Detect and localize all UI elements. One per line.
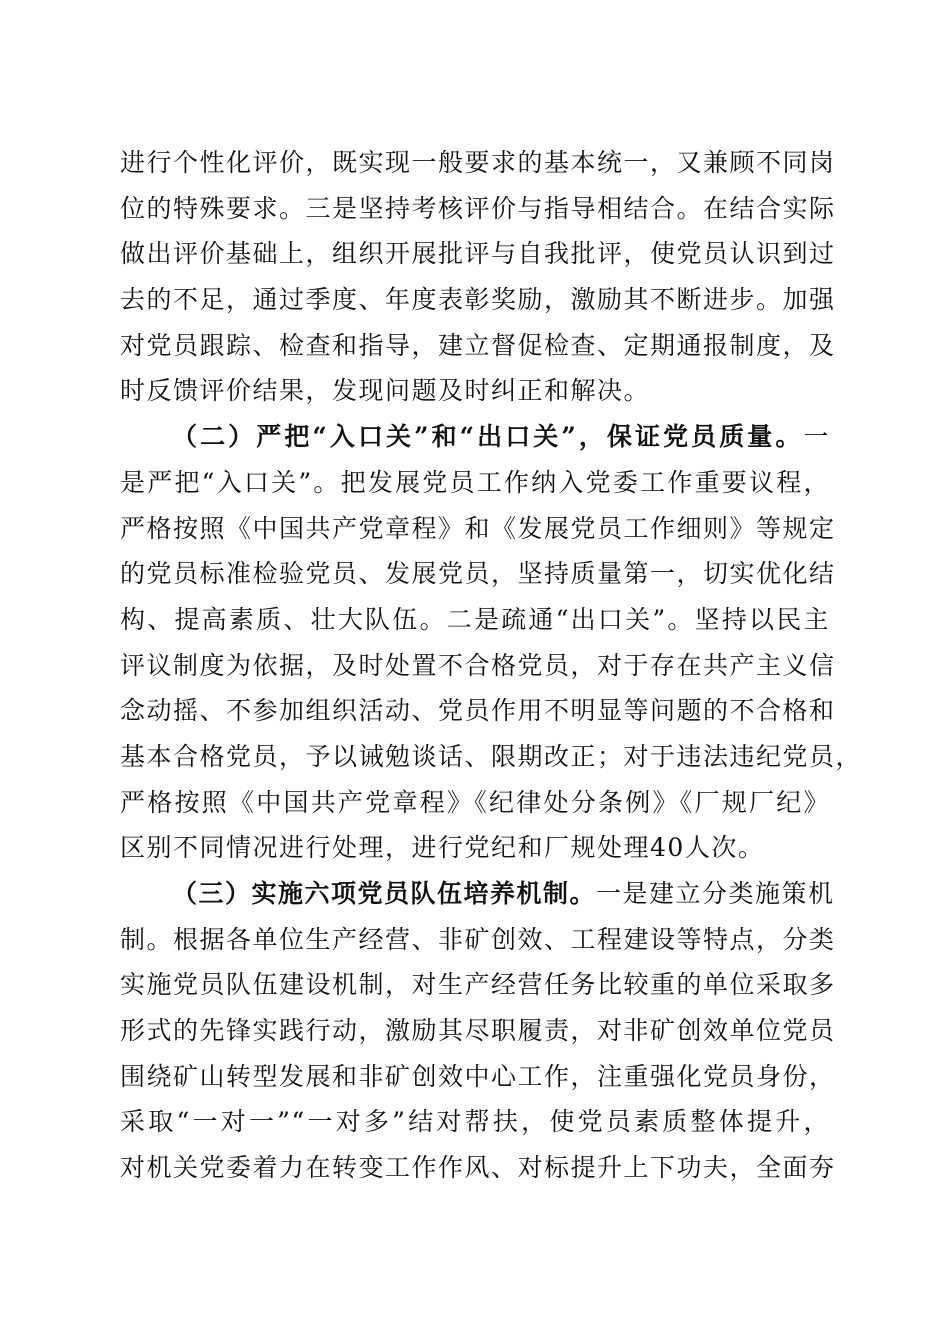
paragraph-line: 对党员跟踪、检查和指导，建立督促检查、定期通报制度，及: [120, 330, 836, 360]
paragraph-line: 严格按照《中国共产党章程》和《发展党员工作细则》等规定: [120, 513, 836, 543]
paragraph-line: 严格按照《中国共产党章程》《纪律处分条例》《厂规厂纪》: [120, 787, 830, 817]
paragraph-line-rest: 一: [803, 422, 830, 452]
paragraph-line: 构、提高素质、壮大队伍。二是疏通“出口关”。坚持以民主: [120, 604, 830, 634]
paragraph-line: 做出评价基础上，组织开展批评与自我批评，使党员认识到过: [120, 239, 836, 269]
body-text: [120, 140, 863, 1191]
paragraph-line: 形式的先锋实践行动，激励其尽职履责，对非矿创效单位党员: [120, 1016, 836, 1046]
paragraph-line: 去的不足，通过季度、年度表彰奖励，激励其不断进步。加强: [120, 285, 836, 315]
paragraph-line: 围绕矿山转型发展和非矿创效中心工作，注重强化党员身份，: [120, 1061, 836, 1091]
paragraph-line: 念动摇、不参加组织活动、党员作用不明显等问题的不合格和: [120, 696, 836, 726]
section-heading-line: [120, 871, 835, 917]
paragraph-line: 评议制度为依据，及时处置不合格党员，对于存在共产主义信: [120, 650, 836, 680]
paragraph-line: 基本合格党员，予以诫勉谈话、限期改正；对于违法违纪党员，: [120, 741, 863, 771]
paragraph-line: 进行个性化评价，既实现一般要求的基本统一，又兼顾不同岗: [120, 148, 836, 177]
paragraph-line: 制。根据各单位生产经营、非矿创效、工程建设等特点，分类: [120, 924, 836, 954]
paragraph-line: 采取“一对一”“一对多”结对帮扶，使党员素质整体提升，: [120, 1107, 830, 1137]
paragraph-line: 区别不同情况进行处理，进行党纪和厂规处理40人次。: [120, 833, 765, 863]
section-heading: （三）实施六项党员队伍培养机制。: [172, 879, 597, 908]
paragraph-line: 对机关党委着力在转变工作作风、对标提升上下功夫，全面夯: [120, 1153, 836, 1183]
paragraph-line: 的党员标准检验党员、发展党员，坚持质量第一，切实优化结: [120, 559, 836, 589]
paragraph-line: 实施党员队伍建设机制，对生产经营任务比较重的单位采取多: [120, 970, 836, 1000]
paragraph-line: 是严把“入口关”。把发展党员工作纳入党委工作重要议程，: [120, 467, 830, 497]
paragraph-line-rest: 一是建立分类施策机: [596, 879, 835, 908]
section-heading: （二）严把“入口关”和“出口关”，保证党员质量。: [172, 422, 804, 452]
paragraph-line: 位的特殊要求。三是坚持考核评价与指导相结合。在结合实际: [120, 193, 836, 223]
section-heading-line: [120, 414, 830, 460]
paragraph-line: 时反馈评价结果，发现问题及时纠正和解决。: [120, 376, 651, 406]
